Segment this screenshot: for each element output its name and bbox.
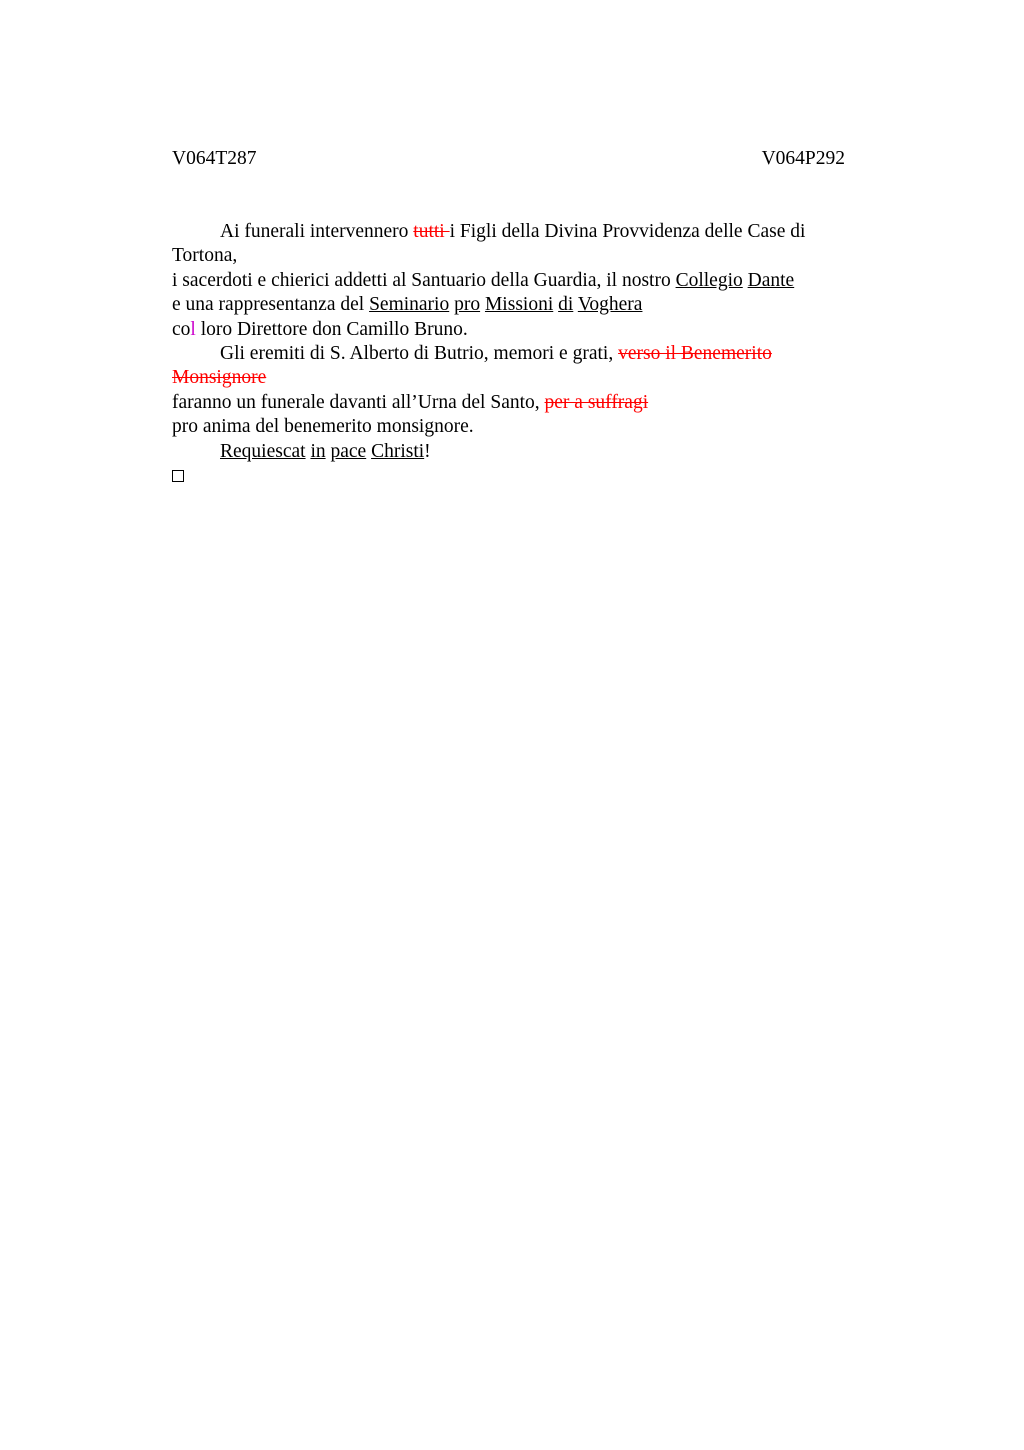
paragraph-1-line-3: [172, 269, 845, 293]
inserted-text: l: [190, 318, 196, 340]
document-page: [172, 0, 845, 1450]
underlined-word: pro: [454, 294, 481, 316]
underlined-word: Dante: [747, 269, 795, 291]
paragraph-1-line-4: [172, 293, 845, 317]
header-left-code: V064T287: [172, 148, 257, 169]
text-run: Gli eremiti di S. Alberto di Butrio, memori e grati,: [220, 343, 619, 365]
text-run: faranno un funerale davanti all’Urna del Santo,: [172, 391, 545, 413]
paragraph-2-line-1: [172, 342, 845, 366]
paragraph-3-line-1: [172, 440, 845, 464]
header-right-code: V064P292: [761, 148, 845, 169]
underlined-word: Voghera: [577, 294, 643, 316]
deleted-text: tutti: [413, 221, 450, 242]
document-body: [172, 220, 845, 489]
deleted-text: verso il Benemerito: [618, 343, 772, 365]
deleted-text: per a suffragi: [544, 391, 649, 413]
text-run: loro Direttore don Camillo Bruno.: [195, 318, 468, 340]
paragraph-1-line-5: [172, 318, 845, 342]
text-run: Ai funerali intervennero: [220, 221, 414, 242]
underlined-word: Collegio: [675, 269, 743, 291]
paragraph-1-line-2: Tortona,: [172, 245, 238, 267]
underlined-word: Seminario: [369, 294, 450, 316]
text-run: co: [172, 318, 191, 340]
underlined-word: Christi: [371, 440, 425, 462]
end-marker-line: [172, 464, 845, 489]
text-run: e una rappresentanza del: [172, 294, 370, 316]
text-run: i sacerdoti e chierici addetti al Santuario della Guardia, il nostro: [172, 269, 676, 291]
underlined-word: Missioni: [484, 294, 554, 316]
underlined-word: in: [310, 440, 326, 462]
deleted-text: Monsignore: [172, 367, 267, 389]
text-run: i Figli della Divina Provvidenza delle Case di: [449, 221, 806, 242]
paragraph-2-line-2: [172, 366, 845, 390]
underlined-word: di: [558, 294, 574, 316]
paragraph-2-line-3: [172, 391, 845, 415]
paragraph-1-line-1: [172, 220, 845, 244]
underlined-word: Requiescat: [220, 440, 306, 462]
underlined-word: pace: [330, 440, 367, 462]
paragraph-2-line-4: pro anima del benemerito monsignore.: [172, 416, 474, 438]
text-run: !: [424, 440, 431, 462]
square-outline-icon: [172, 470, 184, 482]
